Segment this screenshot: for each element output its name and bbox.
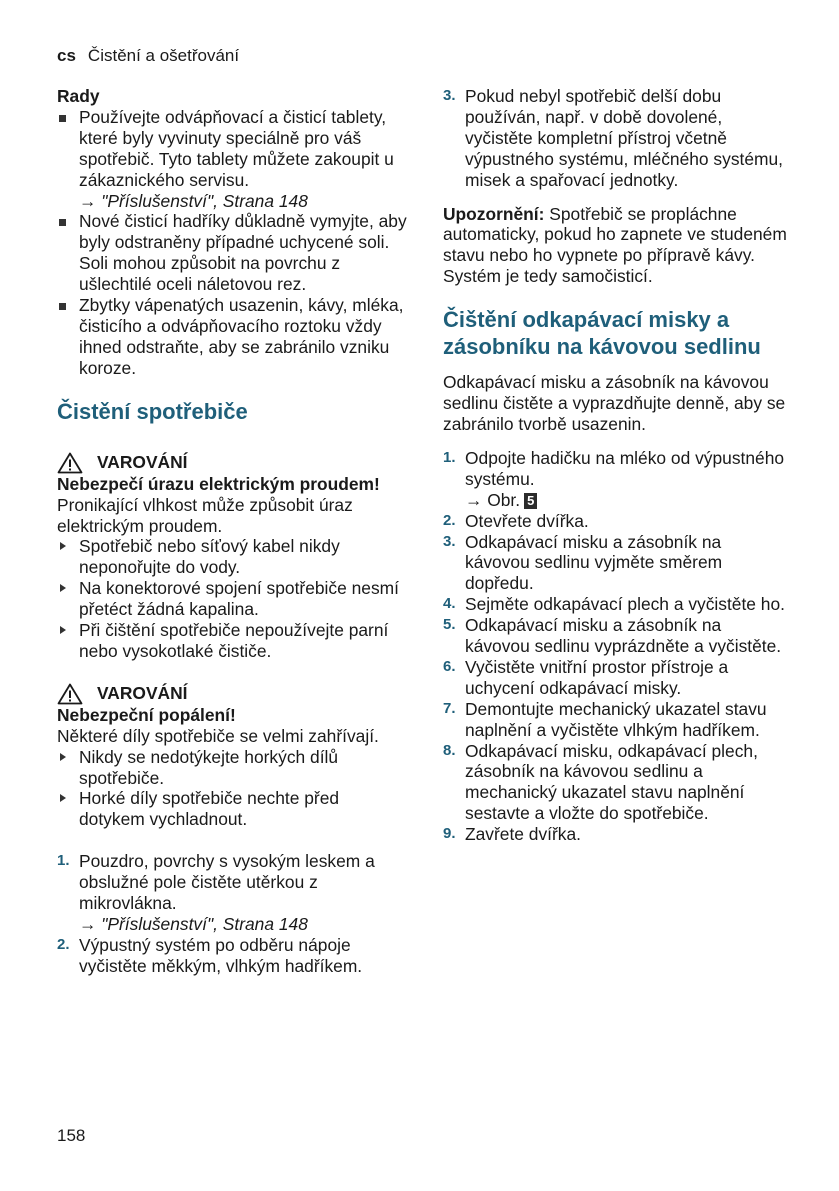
step-number: 3. xyxy=(443,532,456,550)
list-item: 7. Demontujte mechanický ukazatel stavu naplnění a vyčistěte vlhkým hadříkem. xyxy=(443,698,767,740)
warning-triangle-icon xyxy=(57,683,83,705)
arrow-icon: → xyxy=(465,489,483,510)
warning-text: Některé díly spotřebiče se velmi zahřívají. xyxy=(57,725,379,746)
step-number: 1. xyxy=(57,852,70,870)
running-header xyxy=(57,46,239,66)
list-item: 5. Odkapávací misku a zásobník na kávovou sedlinu vyprázdněte a vyčistěte. xyxy=(443,615,782,657)
list-item: 2. Otevřete dvířka. xyxy=(443,510,589,531)
page-number: 158 xyxy=(57,1126,86,1145)
list-item: Nové čisticí hadříky důkladně vymyjte, aby byly odstraněny případné uchycené soli. Soli mohou způsobit na povrchu z ušlechtilé oceli náletovou rez. xyxy=(57,211,409,295)
tips-list xyxy=(57,107,409,379)
notice-label: Upozornění: xyxy=(443,203,545,224)
warning-text: Pronikající vlhkost může způsobit úraz elektrickým proudem. xyxy=(57,494,353,536)
figure-reference: → Obr. 5 xyxy=(465,490,788,511)
cleaning-steps-continued xyxy=(443,86,788,191)
step-number: 1. xyxy=(443,448,456,466)
figure-number-badge: 5 xyxy=(524,493,537,509)
list-item: 3. Odkapávací misku a zásobník na kávovou sedlinu vyjměte směrem dopředu. xyxy=(443,531,723,594)
tips-title: Rady xyxy=(57,86,100,106)
step-number: 4. xyxy=(443,595,456,613)
list-item: Horké díly spotřebiče nechte před dotykem vychladnout. xyxy=(57,788,409,830)
arrow-icon: → xyxy=(79,190,97,211)
intro-text: Odkapávací misku a zásobník na kávovou sedlinu čistěte a vyprazdňujte denně, aby se zabránilo tvorbě usazenin. xyxy=(443,372,786,434)
step-number: 5. xyxy=(443,616,456,634)
list-item: 9. Zavřete dvířka. xyxy=(443,824,581,845)
left-column xyxy=(57,86,409,977)
list-item: 3. Pokud nebyl spotřebič delší dobu používán, např. v době dovolené, vyčistěte kompletní přístroj včetně výpustného systému, mléčného systému, misek a spařovací jednotky. xyxy=(443,86,784,190)
step-number: 3. xyxy=(443,87,456,104)
list-item: Používejte odvápňovací a čisticí tablety, které byly vyvinuty speciálně pro váš spotřebič. Tyto tablety můžete zakoupit u zákaznického servisu. → "Příslušenství", Strana 148 xyxy=(57,107,409,212)
list-item: Na konektorové spojení spotřebiče nesmí přetéct žádná kapalina. xyxy=(57,578,409,620)
list-item: Nikdy se nedotýkejte horkých dílů spotřebiče. xyxy=(57,747,409,789)
danger-text: Nebezpeční popálení! xyxy=(57,704,236,725)
section-heading: Čištění odkapávací misky a zásobníku na kávovou sedlinu xyxy=(443,307,761,360)
step-number: 7. xyxy=(443,699,456,717)
warning-box-electric xyxy=(57,452,409,662)
list-item: 2. Výpustný systém po odběru nápoje vyčistěte měkkým, vlhkým hadříkem. xyxy=(57,934,363,976)
cross-reference: → "Příslušenství", Strana 148 xyxy=(79,914,308,934)
right-column xyxy=(443,86,788,845)
cleaning-steps xyxy=(57,851,409,976)
step-number: 8. xyxy=(443,741,456,759)
warning-title: VAROVÁNÍ xyxy=(57,452,409,474)
notice xyxy=(443,204,788,288)
list-item: 4. Sejměte odkapávací plech a vyčistěte ho. xyxy=(443,594,785,615)
list-item: Spotřebič nebo síťový kabel nikdy neponořujte do vody. xyxy=(57,536,409,578)
list-item: 6. Vyčistěte vnitřní prostor přístroje a uchycení odkapávací misky. xyxy=(443,656,729,698)
warning-list xyxy=(57,747,409,831)
drip-tray-steps xyxy=(443,448,788,845)
list-item: Zbytky vápenatých usazenin, kávy, mléka, čisticího a odvápňovacího roztoku vždy ihned odstraňte, aby se zabránilo vzniku koroze. xyxy=(57,295,409,379)
warning-triangle-icon xyxy=(57,452,83,474)
arrow-icon: → xyxy=(79,914,97,934)
list-item: 8. Odkapávací misku, odkapávací plech, zásobník na kávovou sedlinu a mechanický ukazatel stavu naplnění sestavte a vložte do spotřebiče. xyxy=(443,740,758,824)
list-item: Při čištění spotřebiče nepoužívejte parní nebo vysokotlaké čističe. xyxy=(57,620,409,662)
danger-text: Nebezpečí úrazu elektrickým proudem! xyxy=(57,473,380,494)
step-number: 9. xyxy=(443,825,456,843)
list-item: 1. Pouzdro, povrchy s vysokým leskem a obslužné pole čistěte utěrkou z mikrovlákna. → "Příslušenství", Strana 148 xyxy=(57,851,409,935)
step-number: 6. xyxy=(443,657,456,675)
warning-box-burn xyxy=(57,683,409,830)
step-number: 2. xyxy=(57,935,70,953)
section-heading: Čistění spotřebiče xyxy=(57,398,248,424)
list-item: 1. Odpojte hadičku na mléko od výpustného systému. → Obr. 5 xyxy=(443,448,788,511)
language-code: cs xyxy=(57,46,76,65)
section-title: Čistění a ošetřování xyxy=(87,46,240,65)
warning-list xyxy=(57,536,409,661)
step-number: 2. xyxy=(443,511,456,529)
cross-reference: → "Příslušenství", Strana 148 xyxy=(79,190,308,211)
notice-text: Spotřebič se propláchne automaticky, pokud ho zapnete ve studeném stavu nebo ho vypnete po přípravě kávy. Systém je tedy samočisticí. xyxy=(443,203,787,287)
warning-title: VAROVÁNÍ xyxy=(57,683,409,705)
